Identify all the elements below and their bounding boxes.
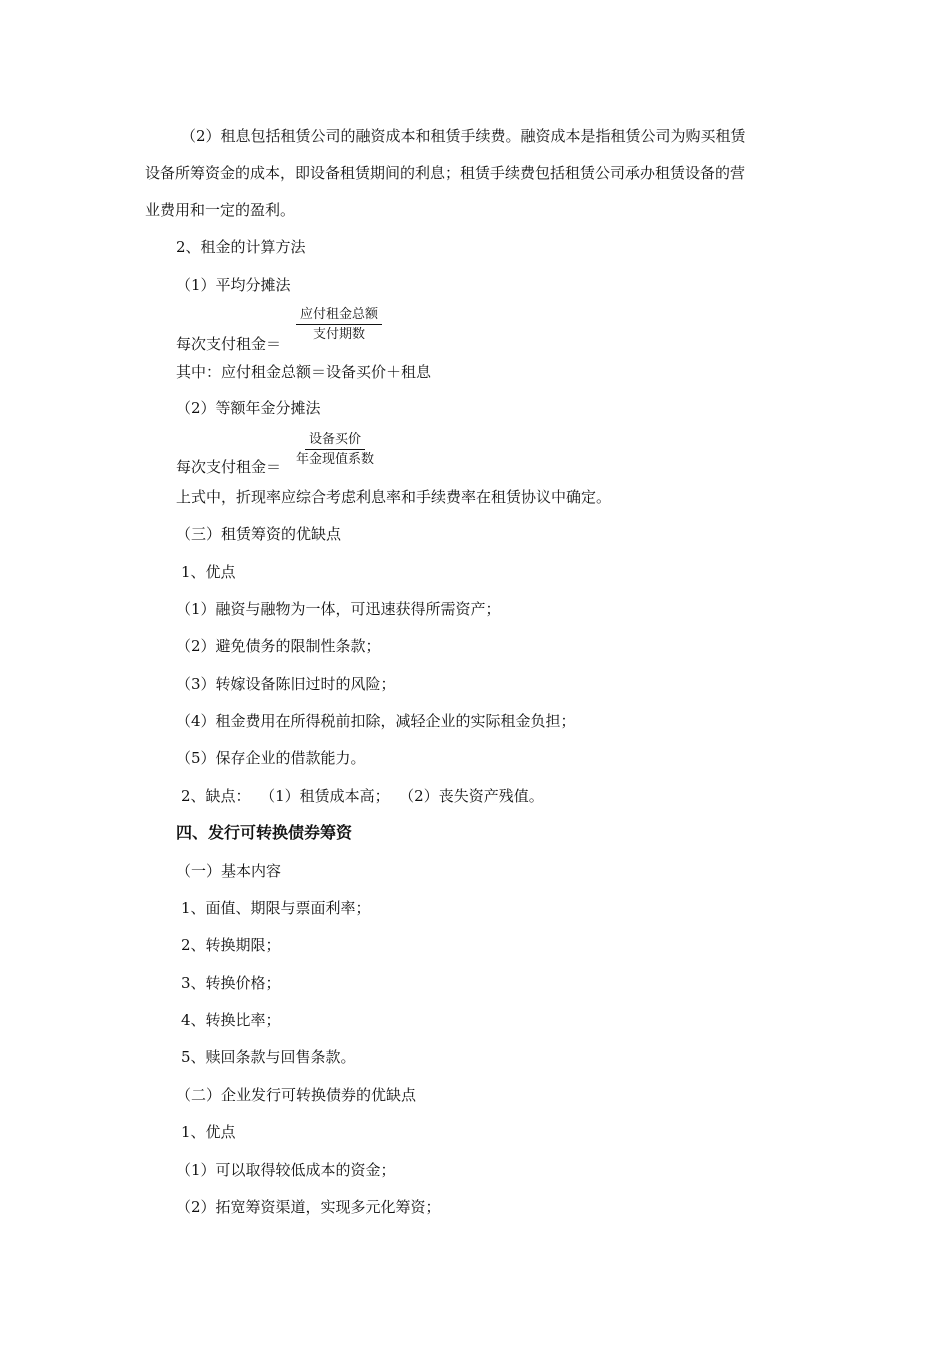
rent-calc-heading: 2、租金的计算方法 — [176, 238, 306, 256]
bond-pros-cons-heading: （二）企业发行可转换债券的优缺点 — [176, 1086, 417, 1104]
method-1-denominator: 支付期数 — [313, 327, 366, 342]
basics-item: 3、转换价格； — [181, 974, 281, 992]
section-4-title: 四、发行可转换债券筹资 — [176, 823, 353, 842]
lease-pro-item: （2）避免债务的限制性条款； — [176, 637, 381, 655]
basics-item: 4、转换比率； — [181, 1011, 281, 1029]
lease-pro-item: （4）租金费用在所得税前扣除，减轻企业的实际租金负担； — [176, 712, 576, 730]
basics-item: 1、面值、期限与票面利率； — [181, 899, 371, 917]
method-2-numerator: 设备买价 — [305, 432, 365, 450]
lease-pro-item: （3）转嫁设备陈旧过时的风险； — [176, 675, 396, 693]
lease-pro-item: （5）保存企业的借款能力。 — [176, 749, 366, 767]
bond-pros-heading: 1、优点 — [181, 1123, 236, 1141]
method-1-fraction — [296, 307, 382, 343]
method-1-formula-lhs: 每次支付租金＝ — [176, 335, 282, 353]
method-1-note: 其中：应付租金总额＝设备买价＋租息 — [176, 363, 432, 381]
bond-pro-item: （1）可以取得较低成本的资金； — [176, 1161, 396, 1179]
basics-item: 2、转换期限； — [181, 936, 281, 954]
method-2-formula-lhs: 每次支付租金＝ — [176, 458, 282, 476]
paragraph-line-1: （2）租息包括租赁公司的融资成本和租赁手续费。融资成本是指租赁公司为购买租赁 — [181, 127, 746, 145]
basics-heading: （一）基本内容 — [176, 862, 282, 880]
paragraph-line-2: 设备所筹资金的成本，即设备租赁期间的利息；租赁手续费包括租赁公司承办租赁设备的营 — [145, 164, 746, 182]
method-2-heading: （2）等额年金分摊法 — [176, 399, 321, 417]
method-2-note: 上式中，折现率应综合考虑利息率和手续费率在租赁协议中确定。 — [176, 488, 612, 506]
method-1-heading: （1）平均分摊法 — [176, 276, 291, 294]
basics-item: 5、赎回条款与回售条款。 — [181, 1048, 356, 1066]
paragraph-line-3: 业费用和一定的盈利。 — [145, 201, 296, 219]
bond-pro-item: （2）拓宽筹资渠道，实现多元化筹资； — [176, 1198, 441, 1216]
lease-cons: 2、缺点： （1）租赁成本高； （2）丧失资产残值。 — [181, 787, 544, 805]
method-2-denominator: 年金现值系数 — [296, 452, 375, 467]
method-1-numerator: 应付租金总额 — [296, 307, 382, 325]
lease-pros-heading: 1、优点 — [181, 563, 236, 581]
lease-pros-cons-heading: （三）租赁筹资的优缺点 — [176, 525, 342, 543]
lease-pro-item: （1）融资与融物为一体，可迅速获得所需资产； — [176, 600, 501, 618]
method-2-fraction — [296, 432, 374, 468]
